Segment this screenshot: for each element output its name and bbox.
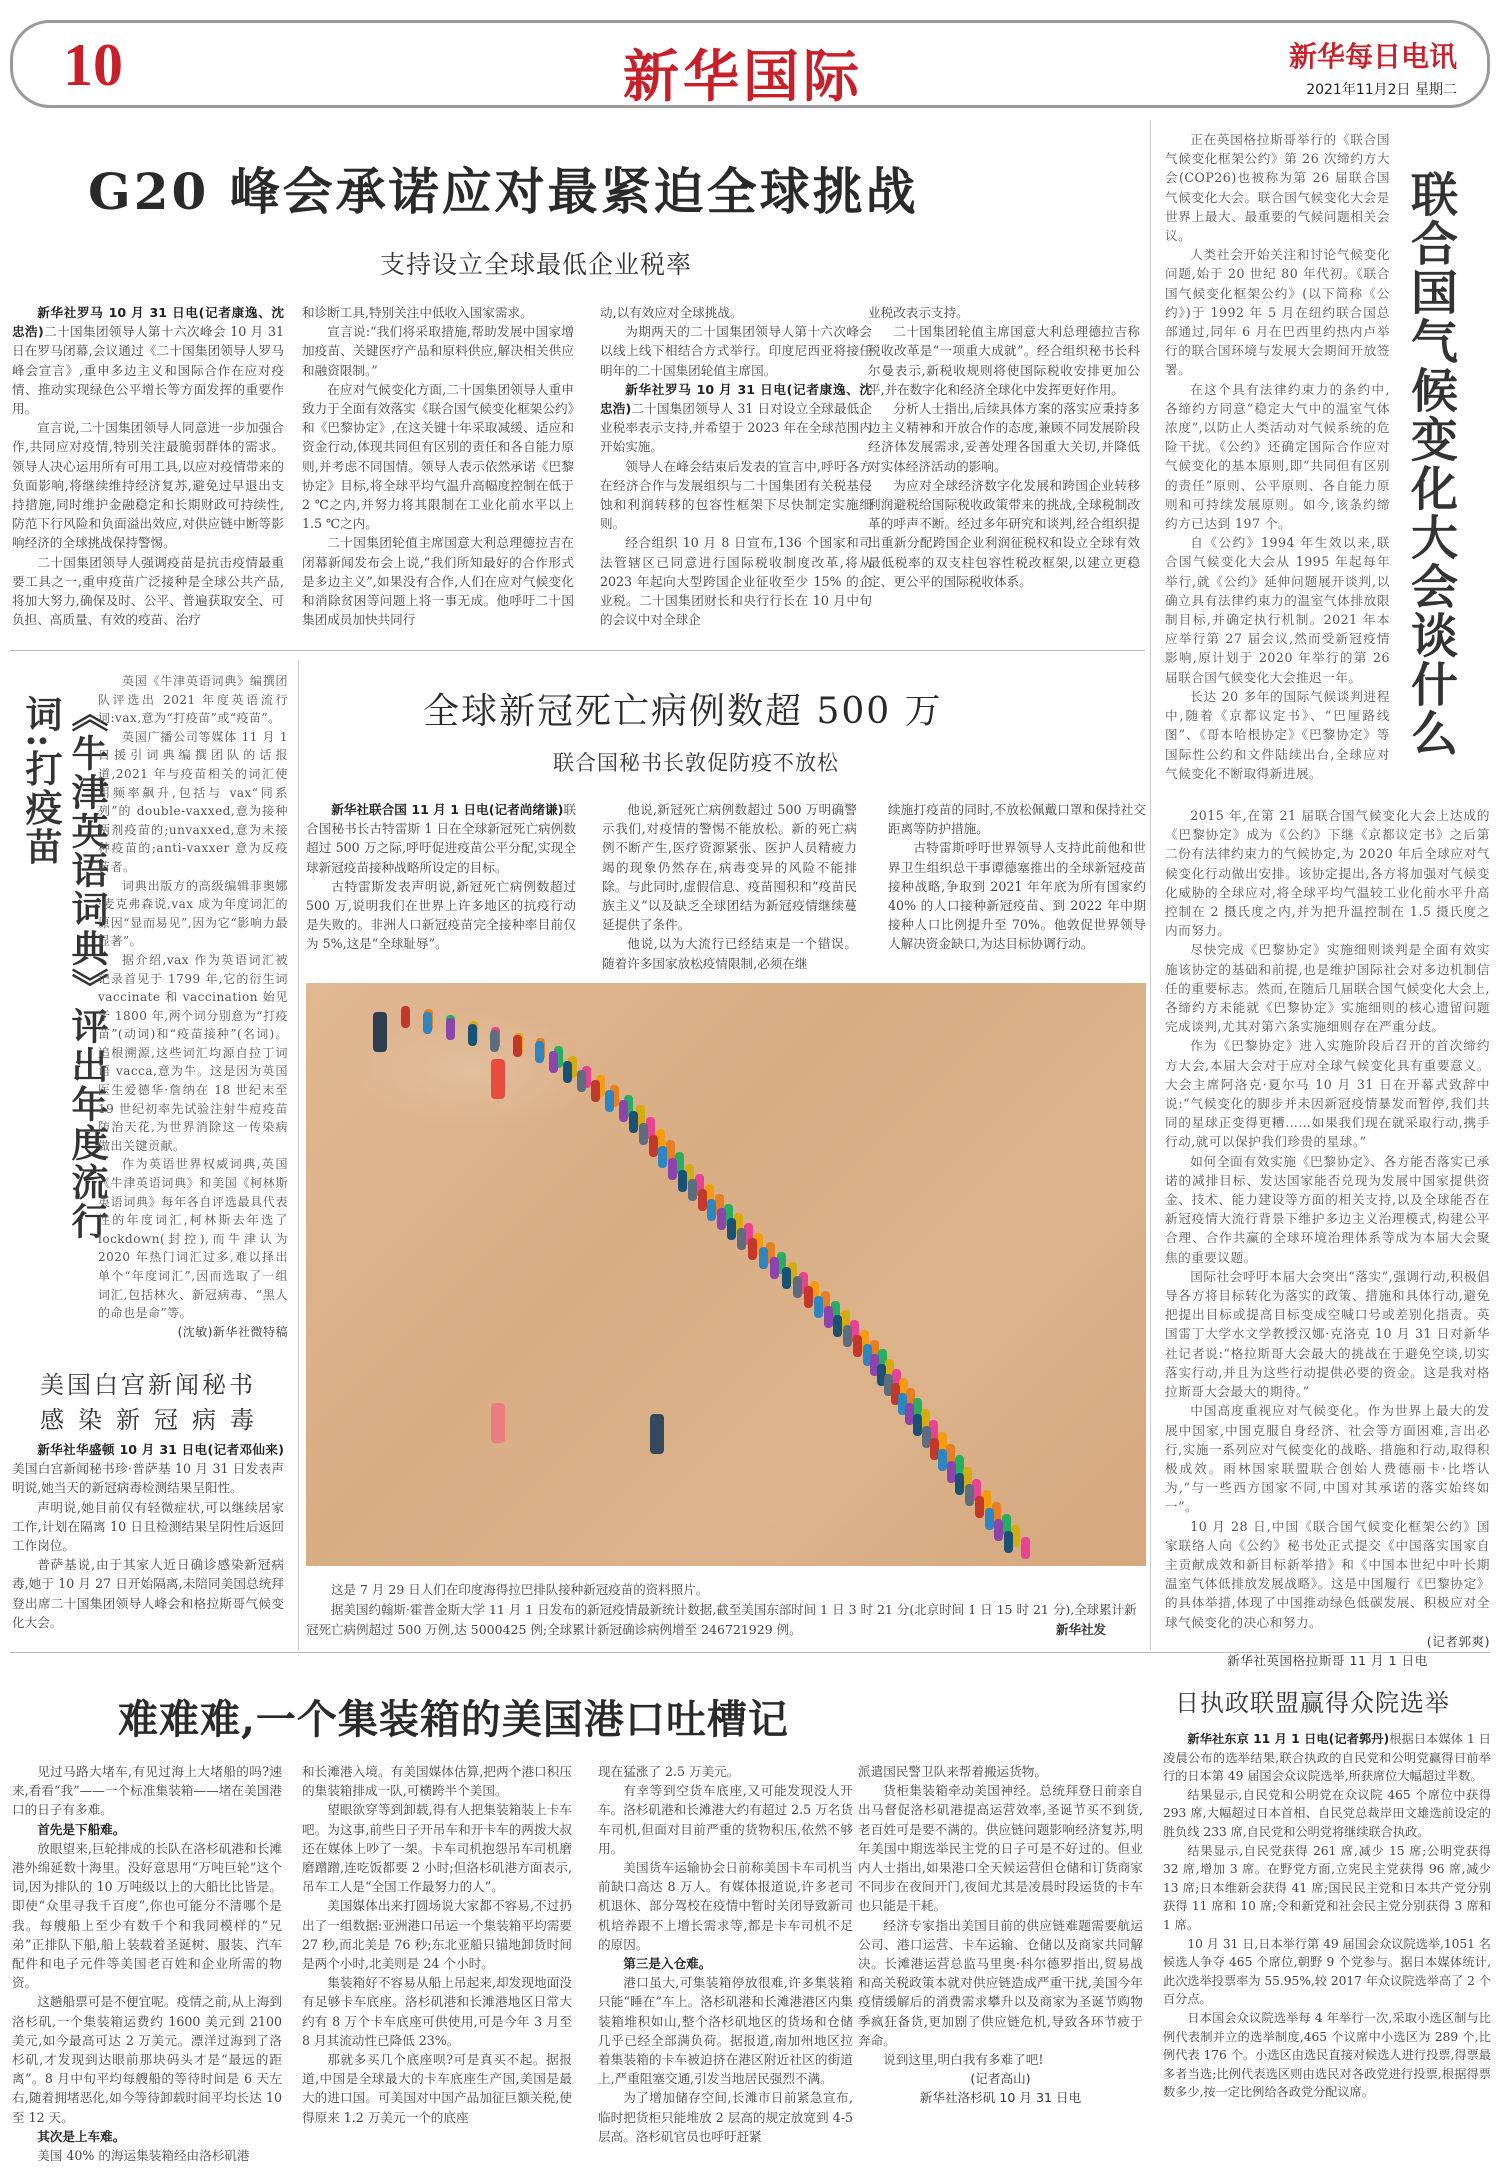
paragraph (12, 303, 284, 418)
paragraph (868, 303, 1140, 322)
paragraph (12, 1498, 284, 1556)
japan-headline: 日执政联盟赢得众院选举 (1175, 1689, 1450, 1717)
paragraph (1163, 1730, 1491, 1786)
paragraph-text: 放眼望来,巨轮排成的长队在洛杉矶港和长滩港外绵延数十海里。没好意思用“万吨巨轮”这个词,因为排队的 10 万吨级以上的大船比比皆是。即使“众里寻我千百度”,你也可能分不清哪个是我。每艘船上至少有数千个和我同模样的“兄弟”正排队下船,船上装载着圣诞树、服装、汽车配件和电子元件等美国老百姓和企业所需的物资。 (12, 1840, 282, 1991)
photo-caption (306, 1580, 1146, 1640)
brand-name: 新华每日电讯 (1288, 40, 1457, 73)
paragraph-text: 声明说,她目前仅有轻微症状,可以继续居家工作,计划在隔离 10 日且检测结果呈阴性后返回工作岗位。 (12, 1499, 284, 1554)
person-figure (591, 1080, 600, 1102)
paragraph-text: 续施打疫苗的同时,不放松佩戴口罩和保持社交距离等防护措施。 (888, 802, 1146, 837)
paragraph-text: 结果显示,自民党获得 261 席,减少 15 席;公明党获得 32 席,增加 3 席。在野党方面,立宪民主党获得 96 席,减少 13 席;日本维新会获得 41 席;国民民主党和日本共产党分别获得 11 席和 10 席;令和新党和社会民主党分别获得 3 席和 1 席。 (1163, 1843, 1491, 1932)
cop26-wide-column (1165, 806, 1490, 1670)
paragraph (1165, 380, 1390, 534)
whitehouse-column (12, 1440, 284, 1632)
paragraph (302, 1896, 572, 1973)
paragraph (868, 322, 1140, 399)
covid-subhead: 联合国秘书长敦促防疫不放松 (553, 751, 839, 775)
paragraph-text: 见过马路大堵车,有见过海上大堵船的吗?速来,看看“我”——一个标准集装箱——堵在美国港口的日子有多难。 (12, 1764, 282, 1818)
paragraph (598, 1858, 853, 1954)
paragraph-text: 美国 40% 的海运集装箱经由洛杉矶港 (37, 2148, 250, 2164)
paragraph-text: 货柜集装箱牵动美国神经。总统拜登日前亲自出马督促洛杉矶港提高运营效率,圣诞节买不到货,老百姓可是要不满的。供应链问题影响经济复苏,明年美国中期选举民主党的日子可是不好过的。但业内人士指出,如果港口全天候运营但仓储和订货商家不同步在夜间开门,夜间尤其是凌晨时段运货的卡车也只能是干耗。 (858, 1783, 1143, 1914)
paragraph-text: 在应对气候变化方面,二十国集团领导人重申致力于全面有效落实《联合国气候变化框架公约》和《巴黎协定》,在这关键十年采取减缓、适应和资金行动,体现共同但有区别的责任和各自能力原则,并考虑不同国情。领导人表示依然承诺《巴黎协定》目标,将全球平均气温升高幅度控制在低于 2 ℃之内,并努力将其限制在工业化前水平以上 1.5 ℃之内。 (302, 381, 574, 532)
paragraph-text: 和诊断工具,特别关注中低收入国家需求。 (302, 305, 533, 320)
person-figure (423, 1012, 432, 1034)
paragraph (302, 1762, 572, 1800)
paragraph-text: 分析人士指出,后续具体方案的落实应秉持多边主义精神和开放合作的态度,兼顾不同发展阶段经济体发展需求,妥善处理各国重大关切,并降低对实体经济活动的影响。 (868, 401, 1140, 474)
whitehouse-headline-line2: 感染新冠病毒 (40, 1406, 268, 1434)
section-title: 新华国际 (623, 44, 863, 110)
dateline-lead: 新华社东京 11 月 1 日电(记者郭丹) (1187, 1732, 1390, 1746)
paragraph-text: 10 月 28 日,中国《联合国气候变化框架公约》国家联络人向《公约》秘书处正式提交《中国落实国家自主贡献成效和新目标新举措》和《中国本世纪中叶长期温室气体低排放发展战略》。这是中国履行《巴黎协定》的具体举措,体现了中国推动绿色低碳发展、积极应对全球气候变化的决心和努力。 (1165, 1518, 1490, 1630)
person-figure (658, 1146, 667, 1168)
port-column-1 (12, 1762, 282, 2165)
person-figure (965, 1484, 974, 1506)
person-figure (535, 1041, 544, 1063)
paragraph-text: 中国高度重视应对气候变化。作为世界上最大的发展中国家,中国克服自身经济、社会等方面困难,言出必行,实施一系列应对气候变化的战略、措施和行动,取得积极成效。雨林国家联盟联合创始人费德丽卡·比塔认为,“与一些西方国家不同,中国对其承诺的落实始终如一”。 (1165, 1403, 1490, 1515)
paragraph (600, 322, 872, 380)
paragraph-text: 二十国集团领导人第十六次峰会 10 月 31 日在罗马闭幕,会议通过《二十国集团领导人罗马峰会宣言》,重申多边主义和国际合作在应对疫情、推动实现绿色公平增长等方面发挥的重要作用。 (12, 324, 284, 417)
caption-line-2: 据美国约翰斯·霍普金斯大学 11 月 1 日发布的新冠疫情最新统计数据,截至美国东部时间 1 日 3 时 21 分(北京时间 1 日 15 时 21 分),全球累计新冠死亡病例超过 500 万例,达 5000425 例;全球累计新冠确诊病例增至 246721929 例。 (306, 1602, 1137, 1637)
paragraph-text: 如何全面有效实施《巴黎协定》、各方能否落实已承诺的减排目标、发达国家能否兑现为发展中国家提供资金、技术、能力建设等方面的相关支持,以及全球能否在新冠疫情大流行背景下维护多边主义治理模式,构建公平合理、合作共赢的全球环境治理体系等成为本届大会聚焦的重要议题。 (1165, 1153, 1490, 1265)
person-figure (549, 1051, 558, 1073)
paragraph-text: 2015 年,在第 21 届联合国气候变化大会上达成的《巴黎协定》成为《公约》下继《京都议定书》之后第二份有法律约束力的气候协定,为 2020 年后全球应对气候变化行动做出安排。该协定提出,各方将加强对气候变化威胁的全球应对,将全球平均气温较工业化前水平升高控制在 2 摄氏度之内,并为把升温控制在 1.5 摄氏度之内而努力。 (1165, 808, 1490, 939)
paragraph (302, 380, 574, 534)
issue-date: 2021年11月2日 星期二 (1306, 82, 1457, 98)
paragraph-text: 国际社会呼吁本届大会突出“落实”,强调行动,积极倡导各方将目标转化为落实的政策、措施和具体行动,避免把提出目标或提高目标变成空喊口号或差别化指责。英国雷丁大学水文学教授汉娜·克洛克 10 月 31 日对新华社记者说:“格拉斯哥大会最大的挑战在于避免空谈,切实落实行动,并且为这些行动提供必要的资金。这是我对格拉斯哥大会最大的期待。” (1165, 1268, 1490, 1400)
covid-headline: 全球新冠死亡病例数超 500 万 (423, 691, 943, 732)
person-figure (563, 1061, 572, 1083)
person-figure (707, 1199, 716, 1221)
paragraph (1163, 1786, 1491, 1842)
person-figure (717, 1208, 726, 1230)
person-figure (727, 1218, 736, 1240)
person-figure (491, 1403, 505, 1443)
paragraph-text: 宣言说:“我们将采取措施,帮助发展中国家增加疫苗、关键医疗产品和原料供应,解决相关供应和融资限制。” (302, 324, 574, 378)
paragraph-text: 作为英语世界权威词典,英国《牛津英语词典》和美国《柯林斯英语词典》每年各自评选最具代表性的年度词汇,柯林斯去年选了 lockdown(封控),而牛津认为 2020 年热门词汇过多,难以择出单个“年度词汇”,因而选取了一组词汇,包括林火、新冠病毒、“黑人的命也是命”等。 (98, 1157, 288, 1321)
paragraph (302, 1800, 572, 1896)
paragraph-text: 那就多买几个底座呗?可是真买不起。据报道,中国是全球最大的卡车底座生产国,美国是最大的进口国。可美国对中国产品加征巨额关税,使得原来 1.2 万美元一个的底座 (302, 2052, 572, 2125)
paragraph-text: 为应对全球经济数字化发展和跨国企业转移利润避税给国际税收政策带来的挑战,全球税制改革的呼声不断。经过多年研究和谈判,经合组织提出重新分配跨国企业利润征税权和设立全球有效最低税率的双支柱包容性税改框架,以建立更稳定、更公平的国际税收体系。 (868, 477, 1140, 589)
paragraph (600, 303, 872, 322)
paragraph (302, 1973, 572, 2050)
port-column-4 (858, 1762, 1143, 2108)
paragraph-text: 动,以有效应对全球挑战。 (600, 305, 743, 320)
person-figure (678, 1170, 687, 1192)
whitehouse-headline-line1: 美国白宫新闻秘书 (40, 1371, 256, 1399)
paragraph (1165, 806, 1490, 940)
g20-column-3 (600, 303, 872, 629)
paragraph (602, 934, 857, 972)
g20-column-2 (302, 303, 574, 629)
paragraph-text: 英国《牛津英语词典》编撰团队评选出 2021 年度英语流行词:vax,意为“打疫苗”或“疫苗”。 (98, 674, 288, 726)
paragraph (1163, 2009, 1491, 2102)
port-column-2 (302, 1762, 572, 2127)
paragraph (302, 2050, 572, 2127)
section-subheading: 其次是上车难。 (37, 2128, 126, 2144)
paragraph-text: 正在英国格拉斯哥举行的《联合国气候变化框架公约》第 26 次缔约方大会(COP26)也被称为第 26 届联合国气候变化大会。联合国气候变化大会是世界上最大、最重要的气候问题相关会议。 (1165, 132, 1390, 244)
paragraph (1165, 245, 1390, 379)
paragraph-text: 人类社会开始关注和讨论气候变化问题,始于 20 世纪 80 年代初。《联合国气候变化框架公约》(以下简称《公约》)于 1992 年 5 月在纽约联合国总部通过,同年 6 月在巴西里约热内卢举行的联合国环境与发展大会期间开放签署。 (1165, 247, 1390, 378)
dateline: 新华社英国格拉斯哥 11 月 1 日电 (1227, 1652, 1428, 1668)
paragraph-text: 二十国集团轮值主席国意大利总理德拉吉称税收改革是“一项重大成就”。经合组织秘书长科尔曼表示,新税收规则将使国际税收安排更加公平,并在数字化和经济全球化中发挥更好作用。 (868, 324, 1140, 397)
person-figure (373, 1012, 387, 1052)
paragraph-text: 为期两天的二十国集团领导人第十六次峰会以线上线下相结合方式举行。印度尼西亚将接任明年的二十国集团轮值主席国。 (600, 324, 872, 378)
dateline-lead: 新华社联合国 11 月 1 日电(记者尚绪谦) (331, 802, 564, 817)
person-figure (814, 1296, 823, 1318)
paragraph-text: 普萨基说,由于其家人近日确诊感染新冠病毒,她于 10 月 27 日开始隔离,未陪同美国总统拜登出席二十国集团领导人峰会和格拉斯哥气候变化大会。 (12, 1557, 284, 1630)
paragraph (868, 476, 1140, 591)
paragraph (12, 1555, 284, 1632)
page-number: 10 (63, 32, 123, 98)
paragraph (98, 1155, 288, 1322)
paragraph (598, 1973, 853, 2088)
paragraph-text: 根据日本媒体 1 日凌晨公布的选举结果,联合执政的自民党和公明党赢得日前举行的日本第 49 届国会众议院选举,所获席位大幅超过半数。 (1163, 1732, 1491, 1784)
paragraph-text: 港口虽大,可集装箱停放很难,许多集装箱只能“睡在”车上。洛杉矶港和长滩港港区内集装箱堆积如山,整个洛杉矶地区的货场和仓储几乎已经全部满负荷。据报道,南加州地区拉着集装箱的卡车被迫挤在港区附近社区的街道上,严重阻塞交通,引发当地居民强烈不满。 (598, 1975, 853, 2087)
dateline-lead: 新华社华盛顿 10 月 31 日电(记者邓仙来) (37, 1442, 284, 1457)
person-figure (985, 1508, 994, 1530)
person-figure (629, 1111, 638, 1133)
paragraph-text: 二十国集团轮值主席国意大利总理德拉吉在闭幕新闻发布会上说,“我们所知最好的合作形式是多边主义”,如果没有合作,人们在应对气候变化和消除贫困等问题上将一事无成。他呼吁二十国集团成员加快共同行 (302, 535, 574, 628)
paragraph (1165, 1267, 1490, 1401)
paragraph (1163, 1842, 1491, 1935)
g20-headline: G20 峰会承诺应对最紧迫全球挑战 (88, 162, 919, 221)
person-figure (668, 1158, 677, 1180)
person-figure (1021, 1537, 1030, 1559)
caption-line-1: 这是 7 月 29 日人们在印度海得拉巴排队接种新冠疫苗的资料照片。 (331, 1582, 709, 1597)
masthead (10, 20, 1490, 108)
paragraph (12, 553, 284, 630)
paragraph-text: 联合国秘书长古特雷斯 1 日在全球新冠死亡病例数超过 500 万之际,呼吁促进疫苗公平分配,实现全球新冠疫苗接种战略所设定的目标。 (306, 802, 576, 875)
paragraph (1165, 1401, 1490, 1516)
person-figure (619, 1100, 628, 1122)
paragraph-text: 日本国会众议院选举每 4 年举行一次,采取小选区制与比例代表制并立的选举制度,465 个议席中小选区为 289 个,比例代表 176 个。小选区由选民直接对候选人进行投票,得票最多者当选;比例代表选区则由选民对各政党进行投票,根据得票数多少,按一定比例给各政党分配议席。 (1163, 2010, 1491, 2100)
paragraph-text: 业税改表示支持。 (868, 305, 969, 320)
paragraph (1165, 130, 1390, 245)
paragraph-text: 美国媒体出来打圆场说大家都不容易,不过扔出了一组数据:亚洲港口吊运一个集装箱平均需要 27 秒,而北美是 76 秒;东北亚船只锚地卸货时间是两个小时,北美则是 24 个小时。 (302, 1898, 572, 1972)
paragraph (1165, 1152, 1490, 1267)
paragraph (1163, 1935, 1491, 2009)
person-figure (513, 1035, 522, 1057)
paragraph (98, 877, 288, 951)
paragraph-text: 有幸等到空货车底座,又可能发现没人开车。洛杉矶港和长滩港大约有超过 2.5 万名货车司机,但面对目前严重的货物积压,依然不够用。 (598, 1783, 853, 1856)
paragraph (12, 1762, 282, 1820)
paragraph (598, 2088, 853, 2146)
paragraph-text: 美国白宫新闻秘书珍·普萨基 10 月 31 日发表声明说,她当天的新冠病毒检测结果呈阳性。 (12, 1461, 284, 1496)
paragraph-text: 在这个具有法律约束力的条约中,各缔约方同意“稳定大气中的温室气体浓度”,以防止人类活动对气候系统的危险干扰。《公约》还确定国际合作应对气候变化的基本原则,即“共同但有区别的责任”原则、公平原则、各自能力原则和可持续发展原则。如今,该条约缔约方已达到 197 个。 (1165, 381, 1390, 532)
person-figure (975, 1496, 984, 1518)
paragraph-text: 作为《巴黎协定》进入实施阶段后召开的首次缔约方大会,本届大会对于应对全球气候变化具有重要意义。大会主席阿洛克·夏尔马 10 月 31 日在开幕式致辞中说:“气候变化的脚步并未因新冠疫情暴发而暂停,我们共同的星球正变得更糟……如果我们现在就采取行动,携手行动,就可以保护我们珍贵的星球。” (1165, 1038, 1490, 1150)
person-figure (490, 1030, 499, 1052)
person-figure (698, 1189, 707, 1211)
person-figure (913, 1414, 922, 1436)
person-figure (446, 1018, 455, 1040)
paragraph-text: 古特雷斯呼吁世界领导人支持此前他和世界卫生组织总干事谭德塞推出的全球新冠疫苗接种战略,争取到 2021 年年底为所有国家约 40% 的人口接种新冠疫苗、到 2022 年中期接种人口比例提升至 70%。他敦促世界领导人解决资金缺口,为达目标协调行动。 (888, 840, 1146, 952)
paragraph-text: 长达 20 多年的国际气候谈判进程中,随着《京都议定书》、“巴厘路线图”、《哥本哈根协定》《巴黎协定》等国际性公约和文件陆续出台,全球应对气候变化不断取得新进展。 (1165, 688, 1390, 781)
paragraph-text: 二十国集团领导人 31 日对设立全球最低企业税率表示支持,并希望于 2023 年在全球范围内开始实施。 (600, 401, 872, 455)
paragraph (302, 322, 574, 380)
paragraph-text: 派遣国民警卫队来帮着搬运货物。 (858, 1764, 1047, 1779)
paragraph (1165, 1517, 1490, 1632)
paragraph (868, 399, 1140, 476)
paragraph (306, 800, 576, 877)
dateline-lead: 新华社罗马 10 月 31 日电(记者康逸、沈忠浩) (12, 305, 284, 340)
paragraph-text: 结果显示,自民党和公明党在众议院 465 个席位中获得 293 席,大幅超过日本首相、自民党总裁岸田文雄选前设定的胜负线 233 席,自民党和公明党将继续联合执政。 (1163, 1787, 1491, 1839)
brand-block (1289, 35, 1457, 99)
oxford-column (98, 672, 288, 1341)
port-headline: 难难难,一个集装箱的美国港口吐槽记 (118, 1696, 789, 1743)
paragraph-text: 望眼欲穿等到卸载,得有人把集装箱装上卡车吧。为这事,前些日子开吊车和开卡车的两拨大叔还在媒体上吵了一架。卡车司机抱怨吊车司机磨磨蹭蹭,连吃饭都要 2 小时;但洛杉矶港方面表示,吊车工人是“全国工作最努力的人”。 (302, 1802, 572, 1895)
covid-column-2 (602, 800, 857, 973)
section-subheading: 第三是入仓难。 (623, 1956, 712, 1972)
paragraph (858, 1781, 1143, 1915)
person-figure (748, 1238, 757, 1260)
person-figure (639, 1123, 648, 1145)
japan-column (1163, 1730, 1491, 2102)
paragraph (98, 728, 288, 877)
paragraph (12, 1440, 284, 1498)
paragraph (598, 1762, 853, 1781)
person-figure (833, 1315, 842, 1337)
person-figure (759, 1247, 768, 1269)
section-subheading: 首先是下船难。 (37, 1821, 126, 1837)
reporter-credit: (记者高山) (970, 2071, 1031, 2087)
paragraph (1165, 940, 1490, 1036)
person-figure (649, 1135, 658, 1157)
dateline: 新华社洛杉矶 10 月 31 日电 (919, 2090, 1082, 2106)
person-figure (401, 1006, 410, 1028)
paragraph-text: 为了增加储存空间,长滩市日前紧急宣布,临时把货柜只能堆放 2 层高的规定放宽到 4-5 层高。洛杉矶官员也呼吁赶紧 (598, 2090, 853, 2144)
paragraph-text: 自《公约》1994 年生效以来,联合国气候变化大会从 1995 年起每年举行,就《公约》延伸问题展开谈判,以确立具有法律约束力的温室气体排放限制目标,并确定执行机制。2021 年本应举行第 27 届会议,然而受新冠疫情影响,原计划于 2020 年举行的第 26 届联合国气候变化大会推迟一年。 (1165, 535, 1390, 685)
person-figure (804, 1286, 813, 1308)
paragraph (1165, 1036, 1490, 1151)
covid-column-1 (306, 800, 576, 954)
person-figure (793, 1276, 802, 1298)
source-credit: (沈敏)新华社微特稿 (177, 1324, 288, 1339)
person-figure (577, 1070, 586, 1092)
dateline-lead: 新华社罗马 10 月 31 日电(记者康逸、沈忠浩) (600, 381, 872, 417)
g20-subhead: 支持设立全球最低企业税率 (380, 250, 693, 279)
paragraph-text: 说到这里,明白我有多难了吧! (883, 2052, 1044, 2068)
paragraph-text: 英国广播公司等媒体 11 月 1 日援引词典编撰团队的话报道,2021 年与疫苗相关的词汇使用频率飙升,包括与 vax“同系列”的 double-vaxxed,意为接种两剂疫苗的;unvaxxed,意为未接种疫苗的;anti-vaxxer 意为反疫苗者。 (98, 729, 288, 874)
person-figure (468, 1024, 477, 1046)
paragraph (302, 533, 574, 629)
covid-column-3 (888, 800, 1146, 954)
divider (298, 660, 299, 1650)
paragraph (858, 1762, 1143, 1781)
paragraph (1165, 533, 1390, 687)
person-figure (737, 1228, 746, 1250)
paragraph-text: 尽快完成《巴黎协定》实施细则谈判是全面有效实施该协定的基础和前提,也是维护国际社会对多边机制信任的重要标志。然而,在随后几届联合国气候变化大会上,各缔约方未能就《巴黎协定》实施细则的核心遗留问题完成谈判,尤其对第六条实施细则存在严重分歧。 (1165, 942, 1490, 1035)
person-figure (770, 1257, 779, 1279)
person-figure (650, 1414, 664, 1454)
paragraph (600, 457, 872, 534)
vaccination-queue-photo (306, 983, 1146, 1566)
paragraph-text: 美国货车运输协会日前称美国卡车司机当前缺口高达 8 万人。有媒体报道说,许多老司机退休、部分驾校在疫情中暂时关闭导致新司机培养跟不上增长需求等,都是卡车司机不足的原因。 (598, 1860, 853, 1952)
paragraph (12, 2146, 282, 2165)
paragraph (858, 1916, 1143, 2050)
paragraph (600, 380, 872, 457)
caption-credit: 新华社发 (1055, 1622, 1106, 1637)
port-column-3 (598, 1762, 853, 2146)
reporter-credit: (记者郭爽) (1426, 1633, 1490, 1649)
paragraph-text: 集装箱好不容易从船上吊起来,却发现地面没有足够卡车底座。洛杉矶港和长滩港地区日常大约有 8 万个卡车底座可供使用,可是今年 3 月至 8 月其流动性已降低 23%。 (302, 1975, 572, 2048)
paragraph (600, 533, 872, 629)
person-figure (853, 1335, 862, 1357)
paragraph-text: 10 月 31 日,日本举行第 49 届国会众议院选举,1051 名候选人争夺 465 个席位,朝野 9 个党参与。据日本媒体统计,此次选举投票率为 55.95%,较 2017 年众议院选举高了 2 个百分点。 (1163, 1936, 1491, 2007)
paragraph-text: 经济专家指出美国目前的供应链难题需要航运公司、港口运营、卡车运输、仓储以及商家共同解决。长滩港运营总监马里奥·科尔德罗指出,贸易战和高关税政策本就对供应链造成严重干扰,美国今年疫情缓解后的消费需求攀升以及商家为圣诞节购物季疯狂备货,更加剧了供应链危机,导致各环节疲于奔命。 (858, 1917, 1143, 2048)
paragraph (598, 1781, 853, 1858)
paragraph-text: 古特雷斯发表声明说,新冠死亡病例数超过 500 万,说明我们在世界上许多地区的抗疫行动是失败的。非洲人口新冠疫苗完全接种率目前仅为 5%,这是“全球耻辱”。 (306, 878, 576, 952)
paragraph (12, 1992, 282, 2126)
paragraph-text: 二十国集团领导人强调疫苗是抗击疫情最重要工具之一,重申疫苗广泛接种是全球公共产品,将加大努力,确保及时、公平、普遍获取安全、可负担、高质量、有效的疫苗、治疗 (12, 554, 284, 628)
person-figure (782, 1267, 791, 1289)
g20-column-1 (12, 303, 284, 629)
paragraph-text: 据介绍,vax 作为英语词汇被记录首见于 1799 年,它的衍生词 vaccinate 和 vaccination 始见于 1800 年,两个词分别意为“打疫苗”(动词)和“疫苗接种”(名词)。追根溯源,这些词汇均源自拉丁词语 vacca,意为牛。这是因为英国医生爱德华·詹纳在 18 世纪末至 19 世纪初率先试验注射牛痘疫苗防治天花,为世界消除这一传染病做出关键贡献。 (98, 952, 288, 1153)
paragraph-text: 现在猛涨了 2.5 万美元。 (598, 1764, 740, 1779)
paragraph-text: 领导人在峰会结束后发表的宣言中,呼吁各方在经济合作与发展组织与二十国集团有关税基侵蚀和利润转移的包容性框架下尽快制定实施细则。 (600, 458, 872, 532)
g20-column-4 (868, 303, 1140, 591)
divider (10, 1652, 1490, 1653)
paragraph (1165, 687, 1390, 783)
oxford-vertical-title: 《牛津英语词典》评出年度流行词:打疫苗 (19, 695, 109, 1241)
person-figure (605, 1090, 614, 1112)
paragraph (12, 418, 284, 552)
person-figure (688, 1179, 697, 1201)
paragraph (858, 2050, 1143, 2069)
person-figure (824, 1306, 833, 1328)
divider (1150, 120, 1151, 1650)
paragraph-text: 经合组织 10 月 8 日宣布,136 个国家和司法管辖区已同意进行国际税收制度改革,将从 2023 年起向大型跨国企业征收至少 15% 的企业税。二十国集团财长和央行行长在 10 月中旬的会议中对全球企 (600, 535, 872, 628)
paragraph (888, 838, 1146, 953)
paragraph (98, 951, 288, 1156)
person-figure (843, 1325, 852, 1347)
person-figure (994, 1519, 1003, 1541)
paragraph (602, 800, 857, 934)
paragraph (302, 303, 574, 322)
paragraph-text: 这趟船票可是不便宜呢。疫情之前,从上海到洛杉矶,一个集装箱运费约 1600 美元到 2100 美元,如今最高可达 2 万美元。漂洋过海到了洛杉矶,才发现到达眼前那块码头才是“最远的距离”。8 月中旬平均每艘船的等待时间是 6 天左右,随着拥堵恶化,如今等待卸载时间平均长达 10 至 12 天。 (12, 1994, 282, 2125)
paragraph (12, 1839, 282, 1993)
person-figure (955, 1473, 964, 1495)
person-figure (1004, 1531, 1013, 1553)
paragraph-text: 宣言说,二十国集团领导人同意进一步加强合作,共同应对疫情,特别关注最脆弱群体的需求。领导人决心运用所有可用工具,以应对疫情带来的负面影响,将继续维持经济复苏,避免过早退出支持措施,同时维护金融稳定和长期财政可持续性,防范下行风险和负面溢出效应,对供应链中断等影响经济的全球挑战保持警惕。 (12, 420, 284, 551)
cop26-narrow-column (1165, 130, 1390, 783)
cop26-vertical-title: 联合国气候变化大会谈什么 (1403, 170, 1458, 758)
divider (10, 650, 1145, 651)
paragraph-text: 他说,新冠死亡病例数超过 500 万明确警示我们,对疫情的警惕不能放松。新的死亡病例不断产生,医疗资源紧张、医护人员精疲力竭的现象仍然存在,病毒变异的风险不能排除。与此同时,虚假信息、疫苗囤积和“疫苗民族主义”以及缺乏全球团结为新冠疫情继续蔓延提供了条件。 (602, 802, 857, 933)
paragraph-text: 他说,以为大流行已经结束是一个错误。随着许多国家放松疫情限制,必须在继 (602, 936, 857, 971)
paragraph (98, 672, 288, 728)
paragraph (306, 877, 576, 954)
paragraph-text: 词典出版方的高级编辑菲奥娜·麦克弗森说,vax 成为年度词汇的原因“显而易见”,因为它“影响力最显著”。 (98, 878, 288, 949)
paragraph (888, 800, 1146, 838)
person-figure (491, 1059, 505, 1099)
paragraph-text: 和长滩港入境。有美国媒体估算,把两个港口积压的集装箱排成一队,可横跨半个美国。 (302, 1764, 572, 1799)
